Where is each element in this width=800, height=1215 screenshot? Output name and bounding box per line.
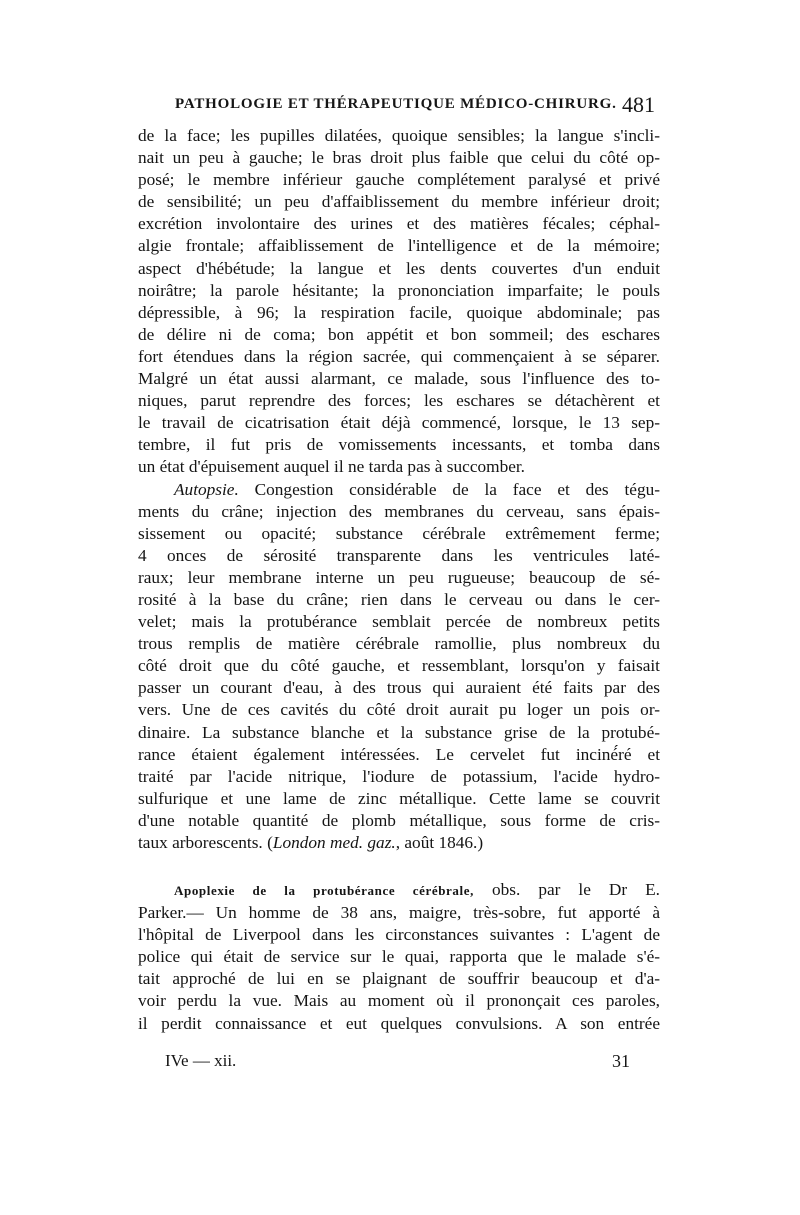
text-line: un état d'épuisement auquel il ne tarda pas à succomber. [138, 457, 526, 477]
text-line: traité par l'acide nitrique, l'iodure de potassium, l'acide hydro- [138, 766, 660, 786]
case-author: obs. par le Dr E. [473, 880, 661, 900]
text-line: passer un courant d'eau, à des trous qui auraient été faits par des [138, 678, 660, 698]
text-line: 4 onces de sérosité transparente dans les ventricules laté- [138, 545, 660, 565]
running-title: PATHOLOGIE ET THÉRAPEUTIQUE MÉDICO-CHIRURG. [175, 96, 617, 112]
text-line: de sensibilité; un peu d'affaiblissement du membre inférieur droit; [138, 192, 660, 212]
text-line: aspect d'hébétude; la langue et les dents couvertes d'un enduit [138, 258, 660, 278]
text-line: Parker.— Un homme de 38 ans, maigre, très-sobre, fut apporté à [138, 903, 660, 923]
text-line: tembre, il fut pris de vomissements incessants, et tomba dans [138, 435, 660, 455]
text-line: algie frontale; affaiblissement de l'intelligence et de la mémoire; [138, 236, 660, 256]
text-line: dépressible, à 96; la respiration facile, quoique abdominale; pas [138, 302, 660, 322]
running-head [175, 94, 655, 120]
text-line: d'une notable quantité de plomb métallique, sous forme de cris- [138, 810, 660, 830]
autopsy-label: Autopsie. [174, 479, 239, 499]
text-line: dinaire. La substance blanche et la substance grise de la protubé- [138, 722, 660, 742]
text-line: il perdit connaissance et eut quelques convulsions. A son entrée [138, 1013, 660, 1033]
sheet-number: 31 [612, 1051, 630, 1071]
autopsy-first-line [138, 479, 660, 501]
text-line: raux; leur membrane interne un peu rugueuse; beaucoup de sé- [138, 567, 660, 587]
text-line: rosité à la base du crâne; rien dans le cerveau ou dans le cer- [138, 589, 660, 609]
case-heading: Apoplexie de la protubérance cérébrale, [174, 883, 474, 899]
text-line: l'hôpital de Liverpool dans les circonstances suivantes : L'agent de [138, 925, 660, 945]
text-line: police qui était de service sur le quai, rapporta que le malade s'é- [138, 947, 660, 967]
signature-mark: IVe — xii. [165, 1051, 237, 1070]
text-line: vers. Une de ces cavités du côté droit aurait pu loger un pois or- [138, 700, 660, 720]
text-line: rance étaient également intéressées. Le cervelet fut inciné́ré et [138, 744, 660, 764]
text-line: côté droit que du côté gauche, et ressemblant, lorsqu'on y faisait [138, 656, 660, 676]
text-line: Malgré un état aussi alarmant, ce malade, sous l'influence des to- [138, 369, 660, 389]
text-line: excrétion involontaire des urines et des matières fécales; céphal- [138, 214, 660, 234]
text-line: nait un peu à gauche; le bras droit plus faible que celui du côté op- [138, 148, 660, 168]
case-heading-line [138, 878, 660, 902]
body-text [138, 125, 660, 1035]
text-line: noirâtre; la parole hésitante; la prononciation imparfaite; le pouls [138, 280, 660, 300]
text-line: ments du crâne; injection des membranes du cerveau, sans épais- [138, 501, 660, 521]
autopsy-line-text: Congestion considérable de la face et des tégu- [238, 479, 660, 499]
text-line: de délire ni de coma; bon appétit et bon sommeil; des eschares [138, 324, 660, 344]
text-line: tait approché de lui en se plaignant de souffrir beaucoup et d'a- [138, 969, 660, 989]
text-line: le travail de cicatrisation était déjà commencé, lorsque, le 13 sep- [138, 413, 660, 433]
page-footer [165, 1051, 630, 1077]
text-line: sissement ou opacité; substance cérébrale extrêmement ferme; [138, 523, 660, 543]
text-line: voir perdu la vue. Mais au moment où il prononçait ces paroles, [138, 991, 660, 1011]
text-line: fort étendues dans la région sacrée, qui commençaient à se séparer. [138, 346, 660, 366]
page-number: 481 [622, 92, 655, 117]
journal-title: London med. gaz. [272, 833, 396, 852]
text-line: velet; mais la protubérance semblait percée de nombreux petits [138, 612, 660, 632]
text-line: niques, parut reprendre des forces; les eschares se détachèrent et [138, 391, 660, 411]
text-line: trous remplis de matière cérébrale ramollie, plus nombreux du [138, 634, 660, 654]
citation-line: taux arborescents. (London med. gaz., août 1846.) [138, 833, 484, 852]
text-line: posé; le membre inférieur gauche complétement paralysé et privé [138, 170, 660, 190]
text-line: sulfurique et une lame de zinc métallique. Cette lame se couvrit [138, 788, 660, 808]
text-line: de la face; les pupilles dilatées, quoique sensibles; la langue s'incli- [138, 126, 660, 145]
